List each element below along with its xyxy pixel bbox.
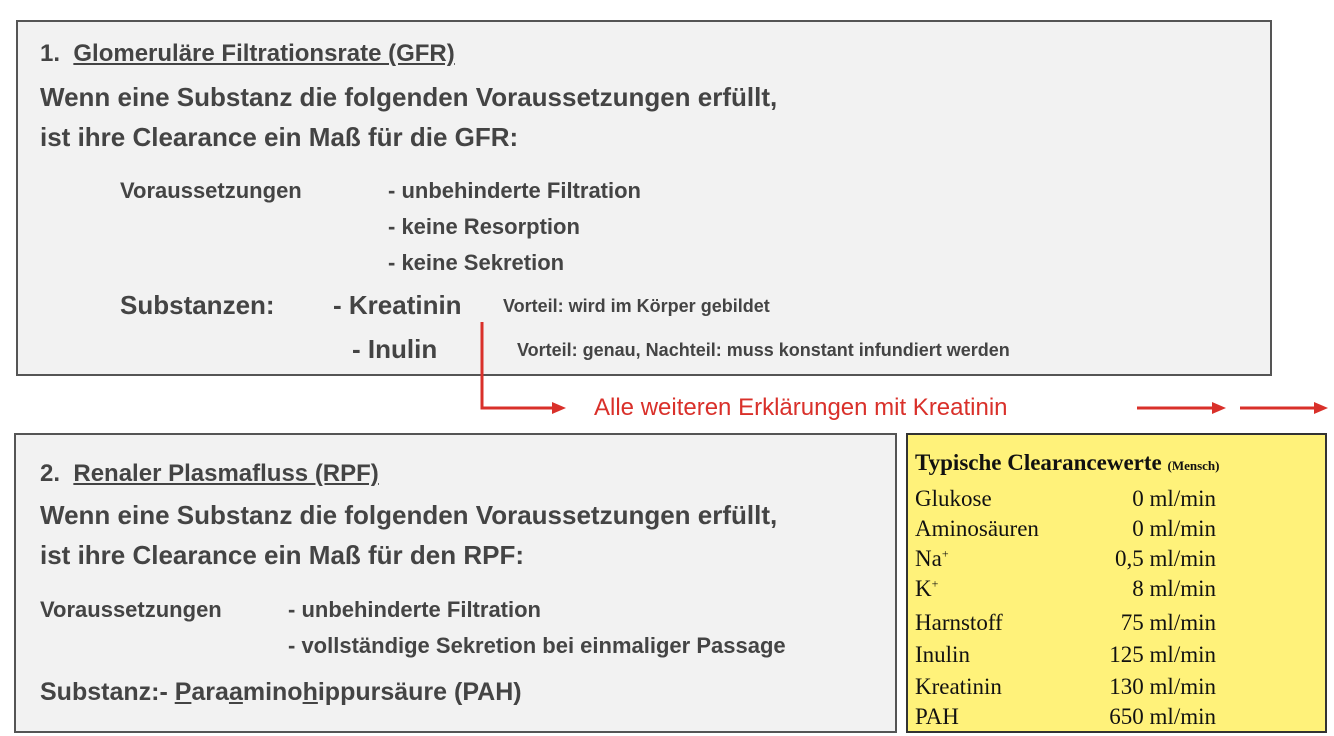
clearance-row-value: 650 ml/min [1109,704,1216,729]
pah-letter: a [228,678,243,706]
rpf-title [40,460,379,488]
gfr-substance-note: Vorteil: genau, Nachteil: muss konstant infundiert werden [517,340,1010,360]
gfr-substances-label: Substanzen: [120,290,275,320]
gfr-line2: ist ihre Clearance ein Maß für die GFR: [40,122,519,152]
gfr-condition: - keine Sekretion [388,250,565,275]
ion-charge: + [931,576,939,591]
clearance-row-value: 130 ml/min [1109,674,1216,699]
pah-part: mino [242,678,303,706]
pah-letter: P [174,678,192,706]
clearance-row-name: Na+ [915,546,949,571]
clearance-row-value: 0,5 ml/min [1115,546,1216,571]
ion-charge: + [941,546,949,561]
gfr-conditions-label: Voraussetzungen [120,178,302,203]
clearance-row-name: Glukose [915,486,992,511]
clearance-table-title [915,450,1220,476]
pah-letter: h [302,678,318,706]
gfr-title [40,40,455,68]
clearance-row-value: 0 ml/min [1132,516,1216,541]
pah-part: ara [191,678,229,706]
clearance-row-name: Kreatinin [915,674,1002,699]
gfr-number: 1. [40,40,61,67]
clearance-row-value: 125 ml/min [1109,642,1216,667]
rpf-line1: Wenn eine Substanz die folgenden Voraussetzungen erfüllt, [40,500,778,530]
clearance-row-value: 8 ml/min [1132,576,1216,601]
clearance-row-value: 75 ml/min [1120,610,1216,635]
clearance-row-name: K+ [915,576,939,601]
rpf-line2: ist ihre Clearance ein Maß für den RPF: [40,540,524,570]
rpf-condition: - vollständige Sekretion bei einmaliger Passage [288,633,786,658]
kreatinin-note: Alle weiteren Erklärungen mit Kreatinin [594,394,1008,421]
clearance-row-name: Harnstoff [915,610,1003,635]
gfr-condition: - unbehinderte Filtration [388,178,641,203]
gfr-substance-name: - Inulin [352,334,438,364]
rpf-substance [40,678,522,707]
gfr-line1: Wenn eine Substanz die folgenden Voraussetzungen erfüllt, [40,82,778,112]
gfr-substance-name: - Kreatinin [333,290,462,320]
right-arrow-icon [1137,402,1226,414]
clearance-row-value: 0 ml/min [1132,486,1216,511]
rpf-number: 2. [40,460,61,487]
rpf-heading: Renaler Plasmafluss (RPF) [73,460,379,487]
rpf-condition: - unbehinderte Filtration [288,597,541,622]
pah-part: ippursäure (PAH) [317,678,522,706]
right-arrow-icon [1240,402,1328,414]
clearance-row-name: PAH [915,704,959,729]
rpf-conditions-label: Voraussetzungen [40,597,222,622]
clearance-title-suffix: (Mensch) [1167,458,1220,473]
clearance-row-name: Inulin [915,642,970,667]
gfr-heading: Glomeruläre Filtrationsrate (GFR) [73,40,455,67]
clearance-title-text: Typische Clearancewerte [915,450,1162,475]
clearance-row-name: Aminosäuren [915,516,1039,541]
rpf-substance-label: Substanz:- [40,678,175,706]
gfr-condition: - keine Resorption [388,214,580,239]
gfr-substance-note: Vorteil: wird im Körper gebildet [503,296,770,316]
